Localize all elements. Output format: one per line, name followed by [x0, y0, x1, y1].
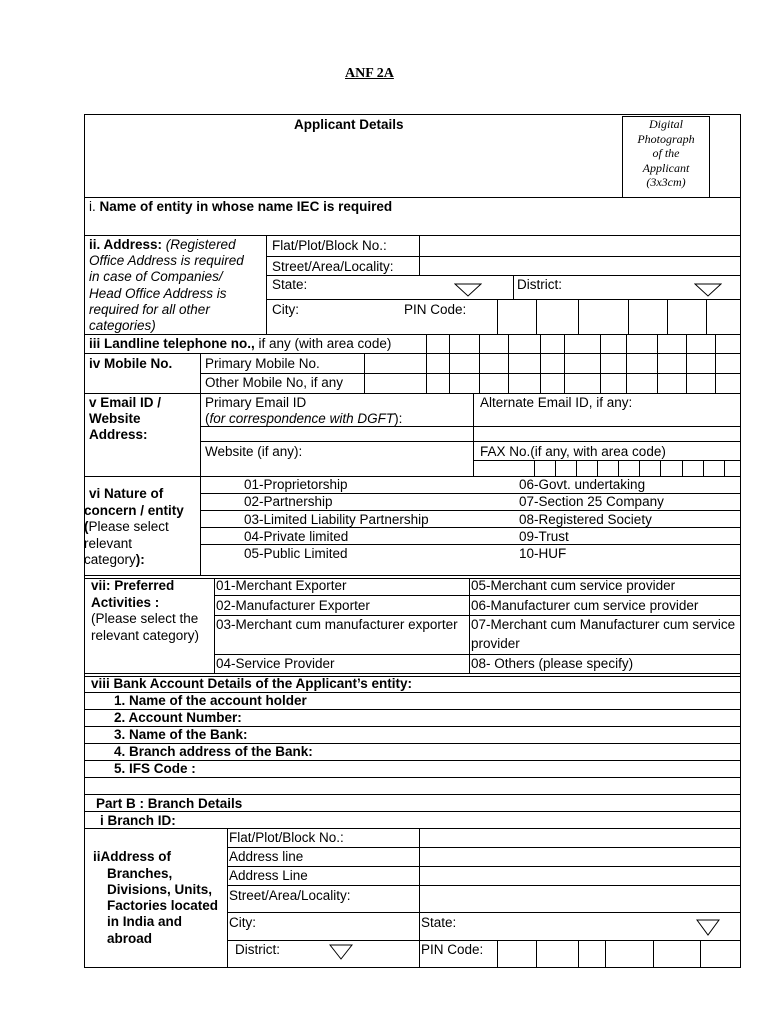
address-note-line: categories)	[89, 318, 156, 333]
preferred-activities-label: vii: Preferred	[91, 578, 175, 593]
mobile-label: iv Mobile No.	[89, 356, 173, 371]
website-label: Website (if any):	[205, 444, 303, 459]
activity-option: provider	[471, 636, 520, 651]
branch-district-label: District:	[235, 942, 280, 957]
nature-option[interactable]: 10-HUF	[519, 546, 567, 561]
nature-option[interactable]: 02-Partnership	[244, 494, 333, 509]
other-mobile-label: Other Mobile No, if any	[205, 375, 344, 390]
bank-field-label: 5. IFS Code :	[114, 761, 196, 776]
section-title: Applicant Details	[294, 117, 404, 132]
pin-code-label: PIN Code:	[404, 302, 467, 317]
form-code: ANF 2A	[345, 66, 394, 81]
nature-of-concern-label: vi Nature of	[89, 486, 164, 501]
state-dropdown-icon[interactable]	[454, 283, 482, 297]
branch-district-dropdown-icon[interactable]	[329, 944, 353, 960]
district-dropdown-icon[interactable]	[694, 283, 722, 297]
branch-pin-code-label: PIN Code:	[421, 942, 484, 957]
name-of-entity-label: i. Name of entity in whose name IEC is required	[89, 199, 393, 214]
activities-note: relevant category)	[91, 628, 200, 643]
flat-plot-label: Flat/Plot/Block No.:	[272, 238, 387, 253]
address-note-line: in case of Companies/	[89, 269, 223, 284]
nature-note: relevant	[84, 536, 133, 551]
email-label: Website	[89, 411, 141, 426]
branch-flat-label: Flat/Plot/Block No.:	[229, 830, 344, 845]
activity-option[interactable]: 04-Service Provider	[216, 656, 335, 671]
bank-field-label: 2. Account Number:	[114, 710, 242, 725]
branch-address-line-label: Address line	[229, 849, 304, 864]
part-b-title: Part B : Branch Details	[96, 796, 243, 811]
nature-option[interactable]: 08-Registered Society	[519, 512, 652, 527]
nature-option[interactable]: 05-Public Limited	[244, 546, 348, 561]
branch-city-label: City:	[229, 915, 256, 930]
primary-email-note: (for correspondence with DGFT):	[205, 411, 403, 426]
branch-address-label: in India and	[107, 914, 183, 929]
branch-street-label: Street/Area/Locality:	[229, 888, 351, 903]
district-label: District:	[517, 277, 562, 292]
activities-note: (Please select the	[91, 611, 199, 626]
email-label: v Email ID /	[89, 395, 162, 410]
landline-label: iii Landline telephone no., if any (with area code)	[89, 336, 392, 351]
branch-address-label: iiAddress of	[93, 849, 172, 864]
branch-state-dropdown-icon[interactable]	[696, 919, 720, 936]
bank-field-label: 4. Branch address of the Bank:	[114, 744, 313, 759]
nature-of-concern-label: concern / entity	[84, 503, 184, 518]
address-note-line: required for all other	[89, 302, 210, 317]
nature-option[interactable]: 07-Section 25 Company	[519, 494, 664, 509]
street-label: Street/Area/Locality:	[272, 259, 394, 274]
nature-option[interactable]: 04-Private limited	[244, 529, 349, 544]
branch-address-label: abroad	[107, 931, 153, 946]
activity-option[interactable]: 07-Merchant cum Manufacturer cum service	[471, 617, 736, 632]
address-note-line: Head Office Address is	[89, 286, 227, 301]
branch-address-label: Factories located	[107, 898, 219, 913]
activity-option[interactable]: 08- Others (please specify)	[471, 656, 634, 671]
city-label: City:	[272, 302, 299, 317]
activity-option[interactable]: 06-Manufacturer cum service provider	[471, 598, 699, 613]
branch-address-line-label: Address Line	[229, 868, 308, 883]
bank-field-label: 1. Name of the account holder	[114, 693, 307, 708]
activity-option[interactable]: 02-Manufacturer Exporter	[216, 598, 370, 613]
bank-details-title: viii Bank Account Details of the Applicant’s entity:	[91, 676, 413, 691]
branch-address-label: Divisions, Units,	[107, 882, 213, 897]
activity-option[interactable]: 03-Merchant cum manufacturer exporter	[216, 617, 458, 632]
fax-label: FAX No.(if any, with area code)	[480, 444, 666, 459]
branch-address-label: Branches,	[107, 866, 173, 881]
alternate-email-label: Alternate Email ID, if any:	[480, 395, 633, 410]
primary-mobile-label: Primary Mobile No.	[205, 356, 320, 371]
bank-field-label: 3. Name of the Bank:	[114, 727, 248, 742]
branch-id-label: i Branch ID:	[100, 813, 176, 828]
branch-state-label: State:	[421, 915, 457, 930]
state-label: State:	[272, 277, 308, 292]
email-label: Address:	[89, 427, 148, 442]
preferred-activities-label: Activities :	[91, 595, 160, 610]
nature-note: category):	[84, 552, 145, 567]
nature-note: (Please select	[84, 519, 169, 534]
address-note-line: Office Address is required	[89, 253, 244, 268]
photo-caption: Digital Photograph of the Applicant (3x3cm)	[637, 117, 695, 189]
activity-option[interactable]: 05-Merchant cum service provider	[471, 578, 676, 593]
primary-email-label: Primary Email ID	[205, 395, 307, 410]
address-label: ii. Address: (Registered	[89, 237, 236, 252]
nature-option[interactable]: 03-Limited Liability Partnership	[244, 512, 429, 527]
activity-option[interactable]: 01-Merchant Exporter	[216, 578, 347, 593]
nature-option[interactable]: 06-Govt. undertaking	[519, 477, 646, 492]
nature-option[interactable]: 01-Proprietorship	[244, 477, 348, 492]
nature-option[interactable]: 09-Trust	[519, 529, 569, 544]
